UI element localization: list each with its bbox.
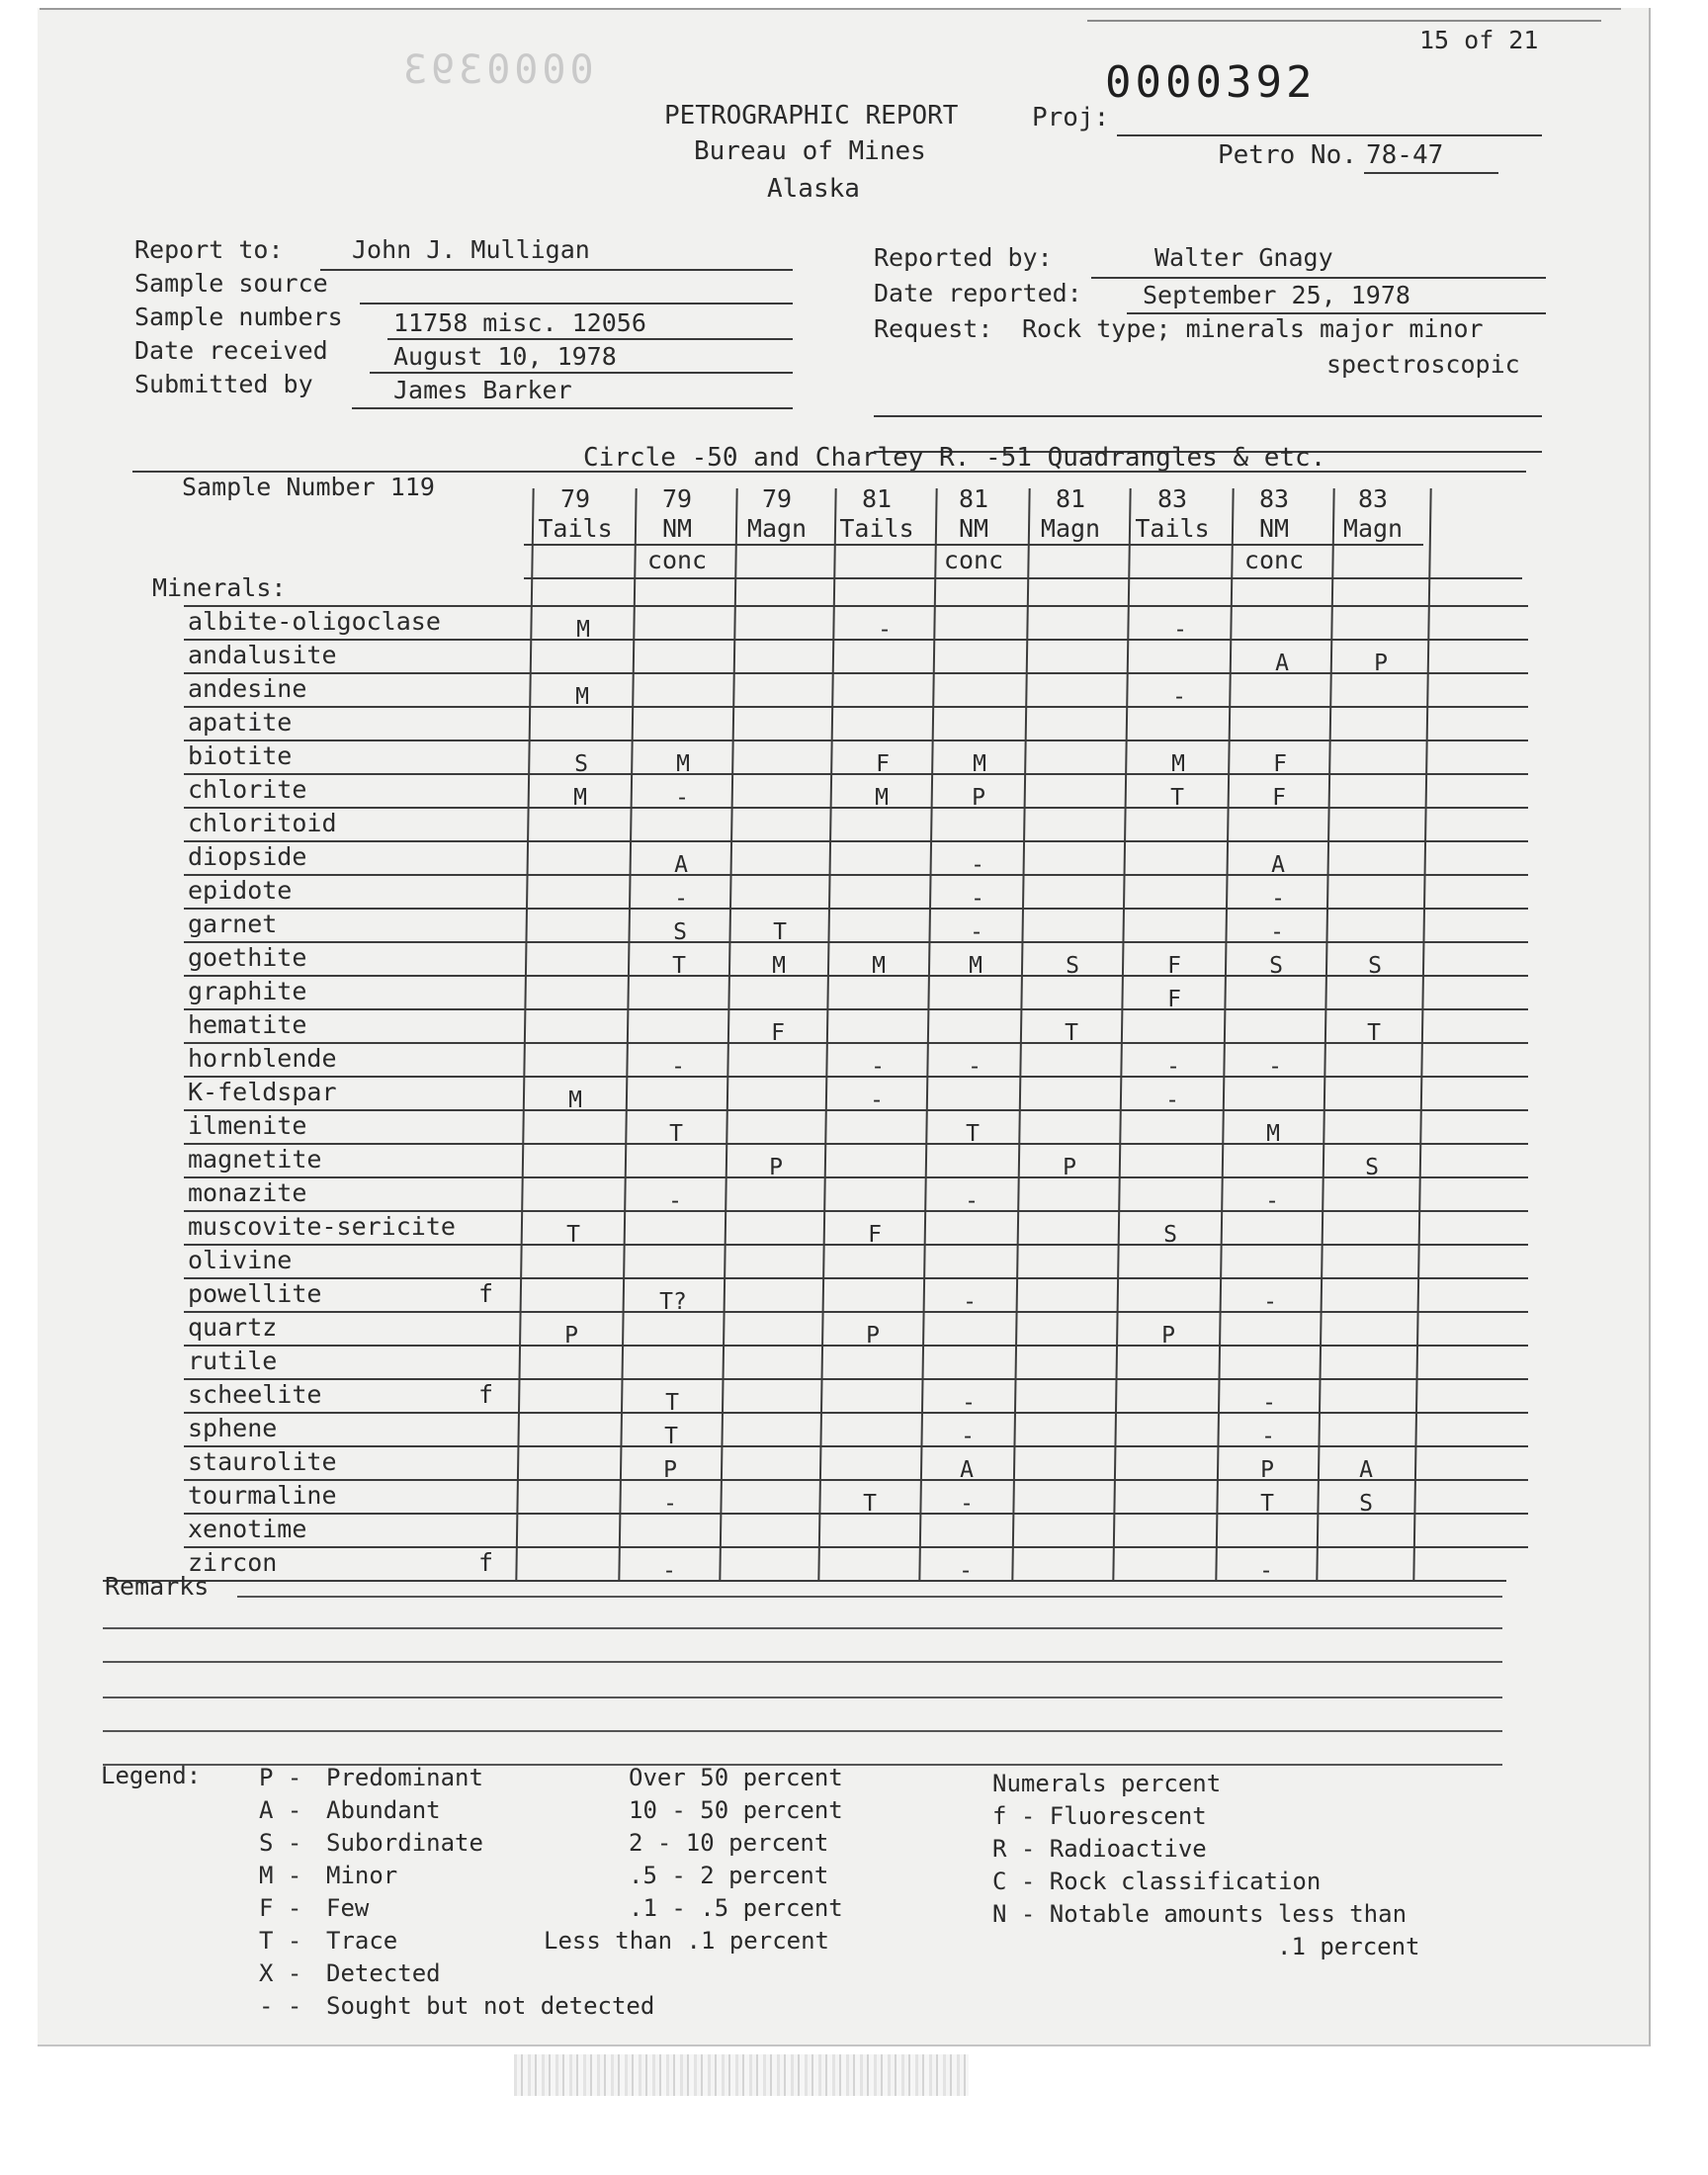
legend-meaning: Abundant bbox=[326, 1796, 441, 1824]
abundance-cell: S bbox=[1066, 953, 1079, 979]
sample-numbers-line bbox=[387, 338, 793, 340]
sample-source-line bbox=[360, 303, 793, 304]
abundance-cell: - bbox=[1172, 684, 1186, 710]
mineral-name: biotite bbox=[188, 741, 293, 770]
abundance-cell: M bbox=[575, 684, 589, 710]
mineral-name: andesine bbox=[188, 674, 307, 703]
legend-range: .5 - 2 percent bbox=[629, 1862, 829, 1889]
legend-meaning: Sought but not detected bbox=[326, 1992, 655, 2020]
legend-code: M - bbox=[259, 1862, 302, 1889]
mineral-name: magnetite bbox=[188, 1145, 322, 1174]
mineral-name: zircon bbox=[188, 1548, 278, 1577]
legend-code: T - bbox=[259, 1927, 302, 1955]
request-label: Request: bbox=[874, 314, 993, 343]
legend-code: F - bbox=[259, 1894, 302, 1922]
petro-number: 78-47 bbox=[1366, 140, 1444, 170]
column-header-type: NM bbox=[661, 514, 693, 543]
abundance-cell: - bbox=[959, 1558, 973, 1584]
abundance-cell: - bbox=[965, 1188, 979, 1214]
mineral-name: andalusite bbox=[188, 641, 337, 669]
legend-note: f - Fluorescent bbox=[992, 1802, 1207, 1830]
abundance-cell: S bbox=[673, 919, 687, 945]
abundance-cell: A bbox=[1275, 651, 1289, 676]
ghost-stamp: 0000393 bbox=[399, 47, 594, 93]
legend-range: 2 - 10 percent bbox=[629, 1829, 829, 1857]
submitted-by-line bbox=[352, 407, 793, 409]
abundance-cell: - bbox=[663, 1491, 677, 1517]
legend-range: Over 50 percent bbox=[629, 1764, 843, 1791]
remarks-line bbox=[237, 1596, 1502, 1598]
mineral-name: garnet bbox=[188, 910, 278, 938]
abundance-cell: - bbox=[1165, 1088, 1179, 1113]
abundance-cell: - bbox=[1261, 1424, 1275, 1449]
column-header-type: NM bbox=[958, 514, 989, 543]
abundance-cell: - bbox=[1262, 1390, 1276, 1416]
abundance-cell: T bbox=[664, 1424, 678, 1449]
mineral-name: epidote bbox=[188, 876, 293, 905]
abundance-cell: - bbox=[961, 1424, 975, 1449]
mineral-name: apatite bbox=[188, 708, 293, 737]
date-received-value: August 10, 1978 bbox=[393, 342, 617, 371]
legend-meaning: Predominant bbox=[326, 1764, 483, 1791]
abundance-cell: P bbox=[1161, 1323, 1175, 1348]
abundance-cell: F bbox=[771, 1020, 785, 1046]
date-received-label: Date received bbox=[134, 336, 328, 365]
abundance-cell: - bbox=[971, 852, 984, 878]
abundance-cell: M bbox=[573, 785, 587, 811]
abundance-cell: - bbox=[1166, 1054, 1180, 1080]
legend-code: X - bbox=[259, 1959, 302, 1987]
column-header-number: 83 bbox=[1156, 484, 1188, 513]
legend-note: R - Radioactive bbox=[992, 1835, 1207, 1863]
mineral-name: tourmaline bbox=[188, 1481, 337, 1510]
column-header-type: Magn bbox=[1342, 514, 1404, 543]
abundance-cell: F bbox=[1167, 953, 1181, 979]
abundance-cell: - bbox=[878, 617, 892, 643]
legend-range: 10 - 50 percent bbox=[629, 1796, 843, 1824]
abundance-cell: P bbox=[769, 1155, 783, 1180]
abundance-cell: - bbox=[1265, 1188, 1279, 1214]
mineral-name: chlorite bbox=[188, 775, 307, 804]
date-reported-value: September 25, 1978 bbox=[1143, 281, 1410, 309]
abundance-cell: S bbox=[1163, 1222, 1177, 1248]
legend-code: A - bbox=[259, 1796, 302, 1824]
column-header-number: 81 bbox=[958, 484, 989, 513]
abundance-cell: F bbox=[1272, 785, 1286, 811]
column-header-number: 79 bbox=[761, 484, 793, 513]
column-header-number: 79 bbox=[559, 484, 591, 513]
mineral-name: staurolite bbox=[188, 1447, 337, 1476]
remarks-label: Remarks bbox=[105, 1572, 210, 1601]
mineral-name: xenotime bbox=[188, 1515, 307, 1543]
legend-label: Legend: bbox=[101, 1762, 202, 1789]
column-header-sub: conc bbox=[1243, 546, 1305, 574]
abundance-cell: - bbox=[1259, 1558, 1273, 1584]
column-header-number: 79 bbox=[661, 484, 693, 513]
proj-label: Proj: bbox=[1032, 103, 1110, 132]
abundance-cell: - bbox=[674, 886, 688, 912]
abundance-cell: - bbox=[970, 919, 983, 945]
abundance-cell: M bbox=[973, 751, 986, 777]
abundance-cell: - bbox=[960, 1491, 974, 1517]
abundance-cell: - bbox=[971, 886, 984, 912]
abundance-cell: - bbox=[668, 1188, 682, 1214]
report-org: Bureau of Mines bbox=[694, 136, 926, 166]
request-line-2: spectroscopic bbox=[1326, 350, 1520, 379]
mineral-name: hornblende bbox=[188, 1044, 337, 1073]
abundance-cell: T bbox=[672, 953, 686, 979]
abundance-cell: M bbox=[676, 751, 690, 777]
abundance-cell: M bbox=[872, 953, 886, 979]
column-header-type: Tails bbox=[839, 514, 914, 543]
date-reported-label: Date reported: bbox=[874, 279, 1082, 307]
abundance-cell: F bbox=[876, 751, 890, 777]
sample-number-label: Sample Number 119 bbox=[182, 473, 435, 501]
mineral-name: olivine bbox=[188, 1246, 293, 1274]
abundance-cell: - bbox=[1270, 919, 1284, 945]
legend-code: - - bbox=[259, 1992, 302, 2020]
abundance-cell: M bbox=[568, 1088, 582, 1113]
legend-note: Numerals percent bbox=[992, 1770, 1222, 1797]
table-caption: Circle -50 and Charley R. -51 Quadrangles & etc. bbox=[583, 443, 1326, 473]
abundance-cell: - bbox=[962, 1390, 976, 1416]
minerals-label: Minerals: bbox=[152, 573, 287, 602]
document-stamp-number: 0000392 bbox=[1105, 57, 1317, 108]
submitted-by-value: James Barker bbox=[393, 376, 572, 404]
abundance-cell: - bbox=[963, 1289, 977, 1315]
abundance-cell: T bbox=[966, 1121, 980, 1147]
abundance-cell: A bbox=[674, 852, 688, 878]
remarks-line bbox=[103, 1730, 1502, 1732]
legend-range: .1 - .5 percent bbox=[629, 1894, 843, 1922]
column-header-sub: conc bbox=[646, 546, 708, 574]
abundance-cell: - bbox=[662, 1558, 676, 1584]
top-rule bbox=[1087, 20, 1601, 22]
column-header-number: 83 bbox=[1258, 484, 1290, 513]
mineral-name: K-feldspar bbox=[188, 1078, 337, 1106]
report-location: Alaska bbox=[767, 174, 860, 204]
abundance-cell: S bbox=[1365, 1155, 1379, 1180]
mineral-name: monazite bbox=[188, 1178, 307, 1207]
abundance-cell: P bbox=[663, 1457, 677, 1483]
column-header-type: NM bbox=[1258, 514, 1290, 543]
mineral-name: powellite bbox=[188, 1279, 322, 1308]
abundance-cell: - bbox=[870, 1088, 884, 1113]
abundance-cell: M bbox=[969, 953, 982, 979]
sample-source-label: Sample source bbox=[134, 269, 328, 298]
report-to-line bbox=[320, 269, 793, 271]
abundance-cell: T bbox=[1367, 1020, 1381, 1046]
abundance-cell: A bbox=[960, 1457, 974, 1483]
page-count: 15 of 21 bbox=[1419, 26, 1539, 54]
abundance-cell: F bbox=[1273, 751, 1287, 777]
abundance-cell: M bbox=[875, 785, 889, 811]
abundance-cell: S bbox=[574, 751, 588, 777]
abundance-cell: T bbox=[566, 1222, 580, 1248]
abundance-cell: P bbox=[1374, 651, 1388, 676]
legend-range: Less than .1 percent bbox=[544, 1927, 829, 1955]
petro-line bbox=[1364, 172, 1498, 174]
mineral-name: muscovite-sericite bbox=[188, 1212, 456, 1241]
column-header-type: Tails bbox=[538, 514, 613, 543]
mineral-name: albite-oligoclase bbox=[188, 607, 441, 636]
top-edge-rule bbox=[40, 8, 1621, 10]
abundance-cell: - bbox=[1173, 617, 1187, 643]
legend-meaning: Detected bbox=[326, 1959, 441, 1987]
petro-label: Petro No. bbox=[1218, 140, 1357, 170]
abundance-cell: S bbox=[1368, 953, 1382, 979]
abundance-cell: S bbox=[1269, 953, 1283, 979]
abundance-cell: P bbox=[866, 1323, 880, 1348]
reported-by-label: Reported by: bbox=[874, 243, 1053, 272]
legend-code: S - bbox=[259, 1829, 302, 1857]
mineral-name: goethite bbox=[188, 943, 307, 972]
column-header-type: Tails bbox=[1135, 514, 1210, 543]
abundance-cell: - bbox=[1271, 886, 1285, 912]
legend-note: C - Rock classification bbox=[992, 1868, 1322, 1895]
abundance-cell: T bbox=[1065, 1020, 1078, 1046]
mineral-name: hematite bbox=[188, 1010, 307, 1039]
column-header-type: Magn bbox=[1040, 514, 1101, 543]
abundance-cell: A bbox=[1359, 1457, 1373, 1483]
abundance-cell: M bbox=[576, 617, 590, 643]
legend-meaning: Trace bbox=[326, 1927, 398, 1955]
legend-note: N - Notable amounts less than bbox=[992, 1900, 1408, 1928]
proj-line bbox=[1117, 134, 1542, 136]
abundance-cell: F bbox=[868, 1222, 882, 1248]
column-header-sub: conc bbox=[943, 546, 1004, 574]
legend-code: P - bbox=[259, 1764, 302, 1791]
abundance-cell: F bbox=[1167, 987, 1181, 1012]
abundance-cell: P bbox=[972, 785, 985, 811]
submitted-by-label: Submitted by bbox=[134, 370, 313, 398]
mineral-name: quartz bbox=[188, 1313, 278, 1342]
sample-numbers-value: 11758 misc. 12056 bbox=[393, 308, 646, 337]
abundance-cell: T bbox=[665, 1390, 679, 1416]
column-header-number: 83 bbox=[1357, 484, 1389, 513]
mineral-name: rutile bbox=[188, 1347, 278, 1375]
remarks-line bbox=[103, 1696, 1502, 1698]
abundance-cell: M bbox=[1266, 1121, 1280, 1147]
request-line-a bbox=[874, 415, 1542, 417]
mineral-name: diopside bbox=[188, 842, 307, 871]
fluorescent-flag: f bbox=[478, 1380, 494, 1409]
fluorescent-flag: f bbox=[478, 1548, 494, 1577]
legend-meaning: Minor bbox=[326, 1862, 398, 1889]
abundance-cell: M bbox=[1171, 751, 1185, 777]
scan-artifact bbox=[514, 2054, 969, 2096]
mineral-name: graphite bbox=[188, 977, 307, 1005]
sample-numbers-label: Sample numbers bbox=[134, 303, 343, 331]
date-received-line bbox=[370, 372, 793, 374]
abundance-cell: - bbox=[675, 785, 689, 811]
abundance-cell: T bbox=[1170, 785, 1184, 811]
reported-by-line bbox=[1091, 277, 1546, 279]
legend-meaning: Subordinate bbox=[326, 1829, 483, 1857]
abundance-cell: P bbox=[1063, 1155, 1076, 1180]
mineral-name: sphene bbox=[188, 1414, 278, 1442]
abundance-cell: P bbox=[564, 1323, 578, 1348]
column-header-type: Magn bbox=[746, 514, 808, 543]
abundance-cell: T bbox=[773, 919, 787, 945]
column-header-number: 81 bbox=[1055, 484, 1086, 513]
abundance-cell: M bbox=[772, 953, 786, 979]
request-line-1: Rock type; minerals major minor bbox=[1022, 314, 1484, 343]
abundance-cell: - bbox=[1263, 1289, 1277, 1315]
abundance-cell: S bbox=[1359, 1491, 1373, 1517]
mineral-name: scheelite bbox=[188, 1380, 322, 1409]
legend-meaning: Few bbox=[326, 1894, 370, 1922]
report-to-value: John J. Mulligan bbox=[352, 235, 590, 264]
abundance-cell: T bbox=[1260, 1491, 1274, 1517]
abundance-cell: T bbox=[669, 1121, 683, 1147]
legend-note: .1 percent bbox=[1277, 1933, 1420, 1960]
abundance-cell: A bbox=[1271, 852, 1285, 878]
reported-by-value: Walter Gnagy bbox=[1154, 243, 1333, 272]
abundance-cell: - bbox=[871, 1054, 885, 1080]
remarks-line bbox=[103, 1627, 1502, 1629]
abundance-cell: - bbox=[671, 1054, 685, 1080]
mineral-name: ilmenite bbox=[188, 1111, 307, 1140]
mineral-name: chloritoid bbox=[188, 809, 337, 837]
fluorescent-flag: f bbox=[478, 1279, 494, 1308]
report-title: PETROGRAPHIC REPORT bbox=[664, 101, 959, 130]
column-header-number: 81 bbox=[861, 484, 893, 513]
report-to-label: Report to: bbox=[134, 235, 284, 264]
abundance-cell: T? bbox=[659, 1289, 687, 1315]
abundance-cell: - bbox=[968, 1054, 982, 1080]
abundance-cell: P bbox=[1260, 1457, 1274, 1483]
abundance-cell: T bbox=[863, 1491, 877, 1517]
abundance-cell: - bbox=[1268, 1054, 1282, 1080]
remarks-line bbox=[103, 1661, 1502, 1663]
